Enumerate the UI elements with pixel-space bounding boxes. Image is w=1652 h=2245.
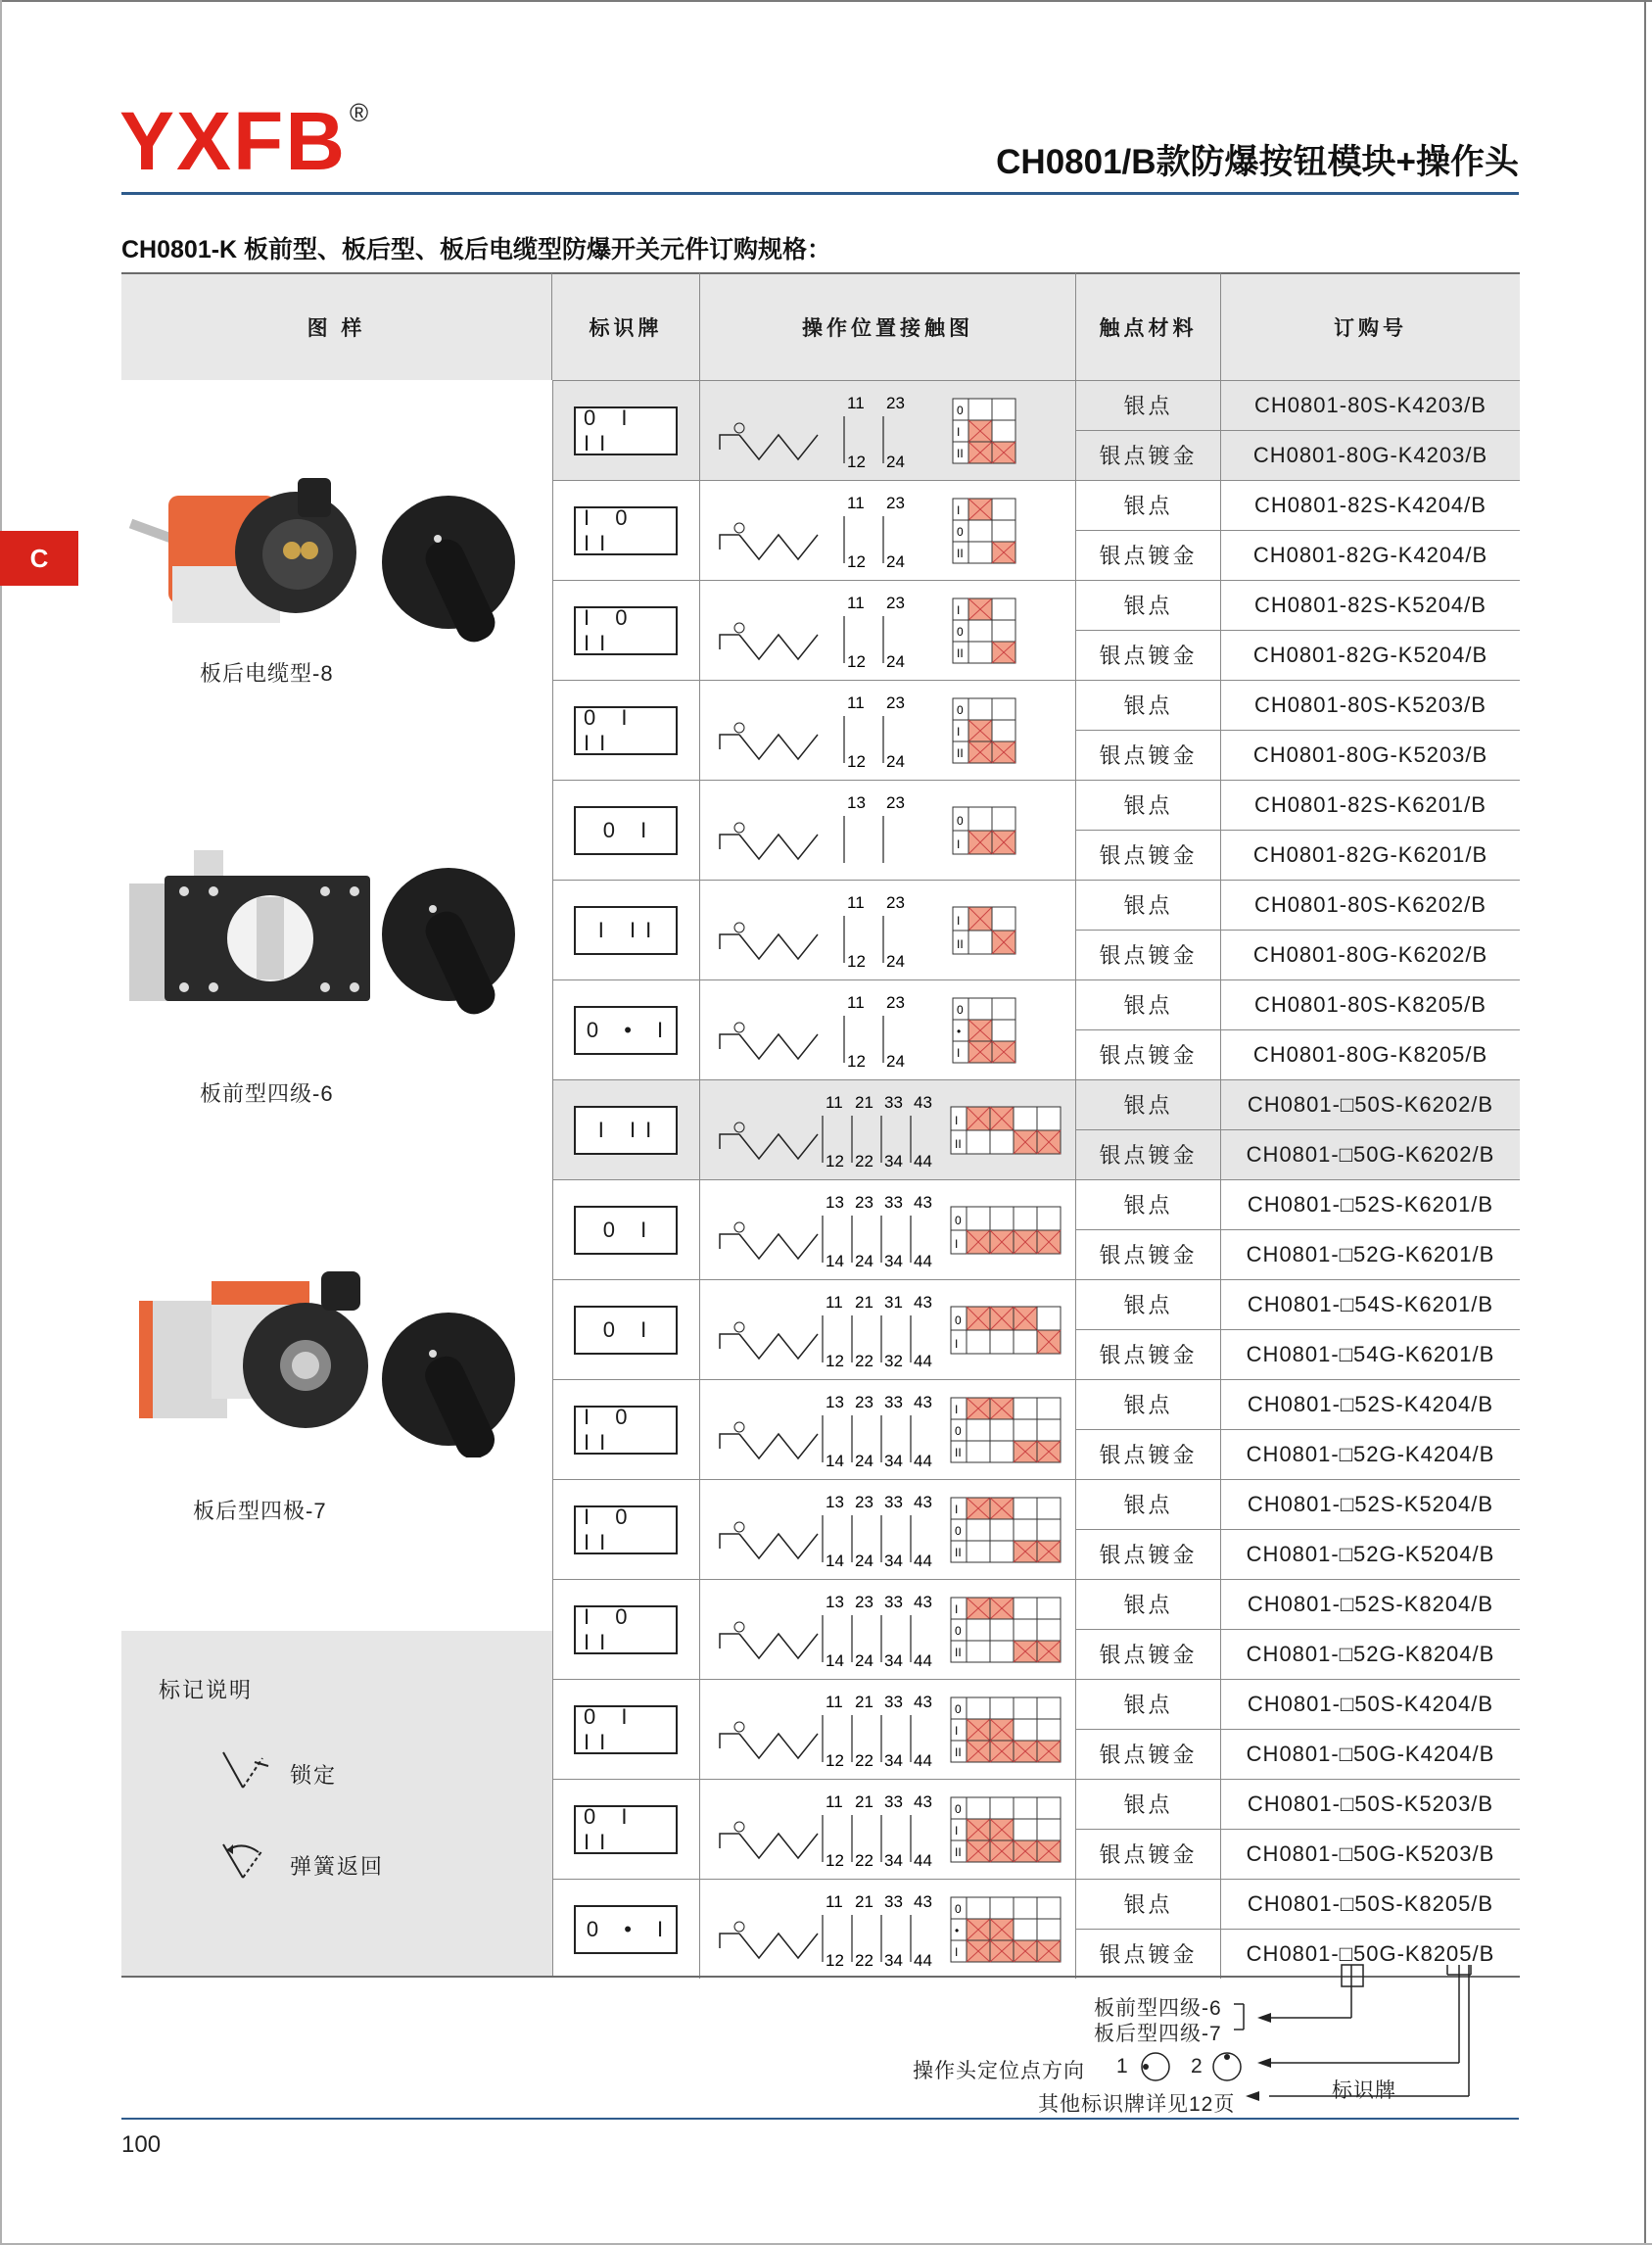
terminal-bottom-label: 24 xyxy=(886,752,905,771)
terminal-top-label: 11 xyxy=(847,693,865,712)
order-number: CH0801-80S-K8205/B xyxy=(1221,980,1520,1030)
label-plate: I II xyxy=(574,1106,678,1155)
grid-position-label: I xyxy=(957,1046,961,1060)
material-value: 银点镀金 xyxy=(1099,1143,1198,1169)
terminal-top-label: 23 xyxy=(855,1493,873,1511)
label-plate: 0 I xyxy=(574,1206,678,1255)
grid-position-label: 0 xyxy=(957,404,964,417)
terminal-top-label: 11 xyxy=(847,494,865,512)
terminal-bottom-label: 44 xyxy=(914,1152,932,1170)
material-value: 银点 xyxy=(1076,1380,1220,1430)
terminal-top-label: 21 xyxy=(855,1892,873,1911)
terminal-top-label: 23 xyxy=(886,494,905,512)
terminal-bottom-label: 24 xyxy=(886,453,905,471)
material-value: 银点 xyxy=(1076,1680,1220,1730)
terminal-top-label: 23 xyxy=(855,1593,873,1611)
grid-position-label: I xyxy=(955,1724,959,1738)
terminal-bottom-label: 34 xyxy=(884,1452,903,1470)
terminal-bottom-label: 14 xyxy=(826,1651,844,1670)
terminal-bottom-label: 22 xyxy=(855,1951,873,1970)
caption-cable-type: 板后电缆型-8 xyxy=(200,661,334,686)
legend-lock: 锁定 xyxy=(290,1763,338,1788)
terminal-top-label: 23 xyxy=(855,1393,873,1411)
legend-spring: 弹簧返回 xyxy=(290,1854,385,1879)
material-value: 银点 xyxy=(1076,1780,1220,1830)
terminal-top-label: 43 xyxy=(914,1393,932,1411)
caption-front-type: 板前型四级-6 xyxy=(200,1081,334,1106)
brand-logo: YXFB xyxy=(119,95,348,187)
material-value: 银点镀金 xyxy=(1099,544,1198,569)
terminal-bottom-label: 44 xyxy=(914,1651,932,1670)
material-value: 银点 xyxy=(1076,1580,1220,1630)
order-number: CH0801-82G-K5204/B xyxy=(1252,642,1488,667)
terminal-top-label: 13 xyxy=(826,1593,844,1611)
terminal-bottom-label: 24 xyxy=(886,552,905,571)
grid-position-label: II xyxy=(955,1646,962,1659)
terminal-top-label: 13 xyxy=(826,1193,844,1212)
terminal-bottom-label: 12 xyxy=(847,652,866,671)
order-number: CH0801-80G-K5203/B xyxy=(1252,741,1488,767)
order-number: CH0801-82S-K4204/B xyxy=(1221,481,1520,531)
material-value: 银点镀金 xyxy=(1099,1643,1198,1668)
grid-position-label: 0 xyxy=(955,1314,962,1327)
terminal-top-label: 13 xyxy=(847,793,866,812)
material-value: 银点镀金 xyxy=(1099,743,1198,769)
terminal-bottom-label: 12 xyxy=(847,1052,866,1071)
grid-position-label: II xyxy=(957,646,964,660)
terminal-top-label: 43 xyxy=(914,1892,932,1911)
order-number: CH0801-80S-K5203/B xyxy=(1221,681,1520,731)
label-plate: 0 • I xyxy=(574,1905,678,1954)
grid-position-label: I xyxy=(955,1824,959,1838)
order-number: CH0801-82G-K6201/B xyxy=(1252,841,1488,867)
grid-position-label: I xyxy=(955,1503,959,1516)
material-value: 银点 xyxy=(1076,481,1220,531)
anno-dir-2: 2 xyxy=(1191,2055,1204,2078)
terminal-bottom-label: 44 xyxy=(914,1252,932,1270)
terminal-bottom-label: 34 xyxy=(884,1751,903,1770)
terminal-top-label: 31 xyxy=(884,1293,903,1312)
order-number: CH0801-80G-K4203/B xyxy=(1252,442,1488,467)
grid-position-label: II xyxy=(955,1446,962,1459)
order-number: CH0801-82S-K6201/B xyxy=(1221,781,1520,831)
terminal-bottom-label: 34 xyxy=(884,1252,903,1270)
terminal-top-label: 43 xyxy=(914,1093,932,1112)
terminal-bottom-label: 24 xyxy=(886,952,905,971)
order-number: CH0801-□50S-K5203/B xyxy=(1221,1780,1520,1830)
terminal-top-label: 11 xyxy=(826,1693,843,1711)
terminal-top-label: 33 xyxy=(884,1193,903,1212)
terminal-bottom-label: 44 xyxy=(914,1552,932,1570)
terminal-top-label: 33 xyxy=(884,1393,903,1411)
order-number: CH0801-□50G-K6202/B xyxy=(1246,1141,1495,1167)
order-number: CH0801-82S-K5204/B xyxy=(1221,581,1520,631)
grid-position-label: 0 xyxy=(955,1424,962,1438)
terminal-bottom-label: 24 xyxy=(855,1651,873,1670)
grid-position-label: I xyxy=(955,1337,959,1351)
grid-position-label: II xyxy=(957,547,964,560)
grid-position-label: 0 xyxy=(955,1524,962,1538)
terminal-bottom-label: 24 xyxy=(886,1052,905,1071)
grid-position-label: 0 xyxy=(955,1902,962,1916)
label-plate: I 0 II xyxy=(574,1406,678,1455)
order-number: CH0801-□52G-K6201/B xyxy=(1246,1241,1495,1266)
label-plate: 0 I xyxy=(574,1306,678,1355)
order-number: CH0801-□52G-K5204/B xyxy=(1246,1541,1495,1566)
terminal-top-label: 23 xyxy=(886,594,905,612)
grid-position-label: II xyxy=(955,1546,962,1559)
material-value: 银点镀金 xyxy=(1099,1942,1198,1968)
order-number: CH0801-□50S-K4204/B xyxy=(1221,1680,1520,1730)
order-number: CH0801-82G-K4204/B xyxy=(1252,542,1488,567)
terminal-bottom-label: 12 xyxy=(847,552,866,571)
grid-position-label: II xyxy=(957,447,964,460)
terminal-top-label: 11 xyxy=(847,893,865,912)
material-value: 银点镀金 xyxy=(1099,1343,1198,1368)
order-number: CH0801-80S-K6202/B xyxy=(1221,881,1520,931)
order-number: CH0801-□52S-K8204/B xyxy=(1221,1580,1520,1630)
terminal-top-label: 23 xyxy=(886,993,905,1012)
terminal-top-label: 33 xyxy=(884,1593,903,1611)
terminal-bottom-label: 22 xyxy=(855,1152,873,1170)
header-label: 标识牌 xyxy=(552,272,700,380)
header-order: 订购号 xyxy=(1221,272,1520,380)
grid-position-label: • xyxy=(957,1025,962,1038)
order-number: CH0801-□52S-K4204/B xyxy=(1221,1380,1520,1430)
terminal-bottom-label: 12 xyxy=(826,1751,844,1770)
header-image: 图 样 xyxy=(121,272,552,380)
terminal-top-label: 33 xyxy=(884,1792,903,1811)
terminal-bottom-label: 34 xyxy=(884,1152,903,1170)
label-plate: 0 I xyxy=(574,806,678,855)
order-number: CH0801-□54G-K6201/B xyxy=(1246,1341,1495,1366)
terminal-bottom-label: 22 xyxy=(855,1751,873,1770)
order-number: CH0801-80G-K8205/B xyxy=(1252,1041,1488,1067)
label-plate: I 0 II xyxy=(574,1505,678,1554)
material-value: 银点 xyxy=(1076,980,1220,1030)
terminal-bottom-label: 44 xyxy=(914,1352,932,1370)
terminal-bottom-label: 22 xyxy=(855,1851,873,1870)
side-tab[interactable]: C xyxy=(0,531,78,586)
order-number: CH0801-□54S-K6201/B xyxy=(1221,1280,1520,1330)
grid-position-label: 0 xyxy=(957,814,964,828)
terminal-bottom-label: 44 xyxy=(914,1751,932,1770)
material-value: 银点 xyxy=(1076,1280,1220,1330)
label-plate: I II xyxy=(574,906,678,955)
grid-position-label: I xyxy=(957,603,961,617)
order-number: CH0801-□52S-K6201/B xyxy=(1221,1180,1520,1230)
anno-other: 其他标识牌详见12页 xyxy=(1038,2093,1236,2116)
terminal-bottom-label: 24 xyxy=(855,1452,873,1470)
anno-front: 板前型四级-6 xyxy=(1094,1997,1222,2020)
grid-position-label: 0 xyxy=(955,1702,962,1716)
terminal-top-label: 33 xyxy=(884,1493,903,1511)
page-number: 100 xyxy=(121,2131,162,2158)
terminal-top-label: 21 xyxy=(855,1093,873,1112)
terminal-bottom-label: 22 xyxy=(855,1352,873,1370)
material-value: 银点 xyxy=(1076,381,1220,431)
order-number: CH0801-□52S-K5204/B xyxy=(1221,1480,1520,1530)
header-diagram: 操作位置接触图 xyxy=(700,272,1076,380)
caption-rear-type: 板后型四极-7 xyxy=(193,1499,327,1523)
anno-direction: 操作头定位点方向 xyxy=(913,2060,1085,2082)
order-number: CH0801-□52G-K8204/B xyxy=(1246,1641,1495,1666)
terminal-top-label: 43 xyxy=(914,1293,932,1312)
header-material: 触点材料 xyxy=(1076,272,1221,380)
terminal-bottom-label: 12 xyxy=(847,752,866,771)
material-value: 银点 xyxy=(1076,1180,1220,1230)
material-value: 银点镀金 xyxy=(1099,1243,1198,1268)
terminal-top-label: 11 xyxy=(826,1892,843,1911)
page-title: CH0801/B款防爆按钮模块+操作头 xyxy=(996,143,1519,181)
terminal-top-label: 33 xyxy=(884,1093,903,1112)
material-value: 银点 xyxy=(1076,681,1220,731)
anno-plate: 标识牌 xyxy=(1332,2079,1396,2102)
terminal-bottom-label: 24 xyxy=(855,1252,873,1270)
grid-position-label: 0 xyxy=(957,525,964,539)
label-plate: 0 I II xyxy=(574,1705,678,1754)
terminal-top-label: 23 xyxy=(886,893,905,912)
terminal-top-label: 43 xyxy=(914,1593,932,1611)
order-number: CH0801-80G-K6202/B xyxy=(1252,941,1488,967)
terminal-top-label: 33 xyxy=(884,1693,903,1711)
material-value: 银点 xyxy=(1076,881,1220,931)
terminal-top-label: 11 xyxy=(847,993,865,1012)
grid-position-label: II xyxy=(955,1845,962,1859)
anno-rear: 板后型四级-7 xyxy=(1094,2023,1222,2045)
material-value: 银点镀金 xyxy=(1099,1543,1198,1568)
terminal-bottom-label: 44 xyxy=(914,1452,932,1470)
grid-position-label: I xyxy=(957,503,961,517)
terminal-top-label: 23 xyxy=(886,693,905,712)
grid-position-label: I xyxy=(957,837,961,851)
label-plate: I 0 II xyxy=(574,1605,678,1654)
material-value: 银点 xyxy=(1076,1880,1220,1930)
label-plate: I 0 II xyxy=(574,606,678,655)
grid-position-label: 0 xyxy=(957,1003,964,1017)
order-number: CH0801-□50G-K4204/B xyxy=(1246,1741,1495,1766)
grid-position-label: I xyxy=(955,1403,959,1416)
grid-position-label: II xyxy=(957,937,964,951)
terminal-bottom-label: 14 xyxy=(826,1552,844,1570)
material-value: 银点 xyxy=(1076,1080,1220,1130)
grid-position-label: 0 xyxy=(955,1624,962,1638)
grid-position-label: I xyxy=(957,725,961,739)
order-number: CH0801-□50S-K6202/B xyxy=(1221,1080,1520,1130)
terminal-top-label: 21 xyxy=(855,1693,873,1711)
material-value: 银点镀金 xyxy=(1099,1043,1198,1069)
material-value: 银点镀金 xyxy=(1099,843,1198,869)
grid-position-label: II xyxy=(955,1137,962,1151)
order-number: CH0801-□50S-K8205/B xyxy=(1221,1880,1520,1930)
terminal-top-label: 11 xyxy=(826,1293,843,1312)
grid-position-label: II xyxy=(955,1745,962,1759)
material-value: 银点镀金 xyxy=(1099,1743,1198,1768)
terminal-bottom-label: 24 xyxy=(886,652,905,671)
grid-position-label: 0 xyxy=(955,1214,962,1227)
material-value: 银点 xyxy=(1076,1480,1220,1530)
terminal-bottom-label: 12 xyxy=(847,952,866,971)
terminal-bottom-label: 12 xyxy=(826,1152,844,1170)
terminal-bottom-label: 24 xyxy=(855,1552,873,1570)
terminal-top-label: 21 xyxy=(855,1293,873,1312)
terminal-top-label: 13 xyxy=(826,1493,844,1511)
grid-position-label: 0 xyxy=(957,703,964,717)
grid-position-label: II xyxy=(957,746,964,760)
terminal-top-label: 43 xyxy=(914,1493,932,1511)
terminal-top-label: 23 xyxy=(855,1193,873,1212)
terminal-top-label: 43 xyxy=(914,1693,932,1711)
grid-position-label: I xyxy=(957,914,961,928)
terminal-bottom-label: 34 xyxy=(884,1651,903,1670)
terminal-bottom-label: 12 xyxy=(847,453,866,471)
grid-position-label: I xyxy=(955,1114,959,1127)
terminal-top-label: 33 xyxy=(884,1892,903,1911)
order-number: CH0801-□52G-K4204/B xyxy=(1246,1441,1495,1466)
terminal-bottom-label: 34 xyxy=(884,1851,903,1870)
terminal-top-label: 13 xyxy=(826,1393,844,1411)
material-value: 银点镀金 xyxy=(1099,444,1198,469)
anno-dir-1: 1 xyxy=(1116,2055,1129,2078)
label-plate: 0 • I xyxy=(574,1006,678,1055)
grid-position-label: I xyxy=(955,1237,959,1251)
material-value: 银点 xyxy=(1076,781,1220,831)
terminal-bottom-label: 12 xyxy=(826,1352,844,1370)
material-value: 银点镀金 xyxy=(1099,644,1198,669)
terminal-bottom-label: 34 xyxy=(884,1552,903,1570)
grid-position-label: I xyxy=(957,425,961,439)
grid-position-label: I xyxy=(955,1945,959,1959)
terminal-bottom-label: 34 xyxy=(884,1951,903,1970)
material-value: 银点镀金 xyxy=(1099,1842,1198,1868)
label-plate: 0 I II xyxy=(574,706,678,755)
terminal-top-label: 11 xyxy=(826,1093,843,1112)
terminal-top-label: 21 xyxy=(855,1792,873,1811)
terminal-bottom-label: 32 xyxy=(884,1352,903,1370)
terminal-bottom-label: 44 xyxy=(914,1951,932,1970)
order-number: CH0801-□50G-K5203/B xyxy=(1246,1840,1495,1866)
terminal-top-label: 43 xyxy=(914,1193,932,1212)
grid-position-label: I xyxy=(955,1602,959,1616)
section-heading: CH0801-K 板前型、板后型、板后电缆型防爆开关元件订购规格： xyxy=(121,236,832,263)
material-value: 银点 xyxy=(1076,581,1220,631)
label-plate: 0 I II xyxy=(574,1805,678,1854)
grid-position-label: • xyxy=(955,1924,960,1937)
label-plate: I 0 II xyxy=(574,506,678,555)
material-value: 银点镀金 xyxy=(1099,943,1198,969)
label-plate: 0 I II xyxy=(574,406,678,455)
registered-mark: ® xyxy=(350,98,369,127)
terminal-top-label: 43 xyxy=(914,1792,932,1811)
grid-position-label: 0 xyxy=(957,625,964,639)
terminal-top-label: 23 xyxy=(886,793,905,812)
footer-rule xyxy=(121,2118,1519,2120)
order-number: CH0801-80S-K4203/B xyxy=(1221,381,1520,431)
terminal-top-label: 11 xyxy=(847,594,865,612)
terminal-bottom-label: 12 xyxy=(826,1851,844,1870)
grid-position-label: 0 xyxy=(955,1802,962,1816)
terminal-bottom-label: 14 xyxy=(826,1452,844,1470)
terminal-bottom-label: 44 xyxy=(914,1851,932,1870)
terminal-bottom-label: 12 xyxy=(826,1951,844,1970)
terminal-top-label: 11 xyxy=(847,394,865,412)
terminal-top-label: 11 xyxy=(826,1792,843,1811)
terminal-bottom-label: 14 xyxy=(826,1252,844,1270)
legend-title: 标记说明 xyxy=(159,1678,254,1702)
order-number: CH0801-□50G-K8205/B xyxy=(1246,1940,1495,1966)
terminal-top-label: 23 xyxy=(886,394,905,412)
material-value: 银点镀金 xyxy=(1099,1443,1198,1468)
